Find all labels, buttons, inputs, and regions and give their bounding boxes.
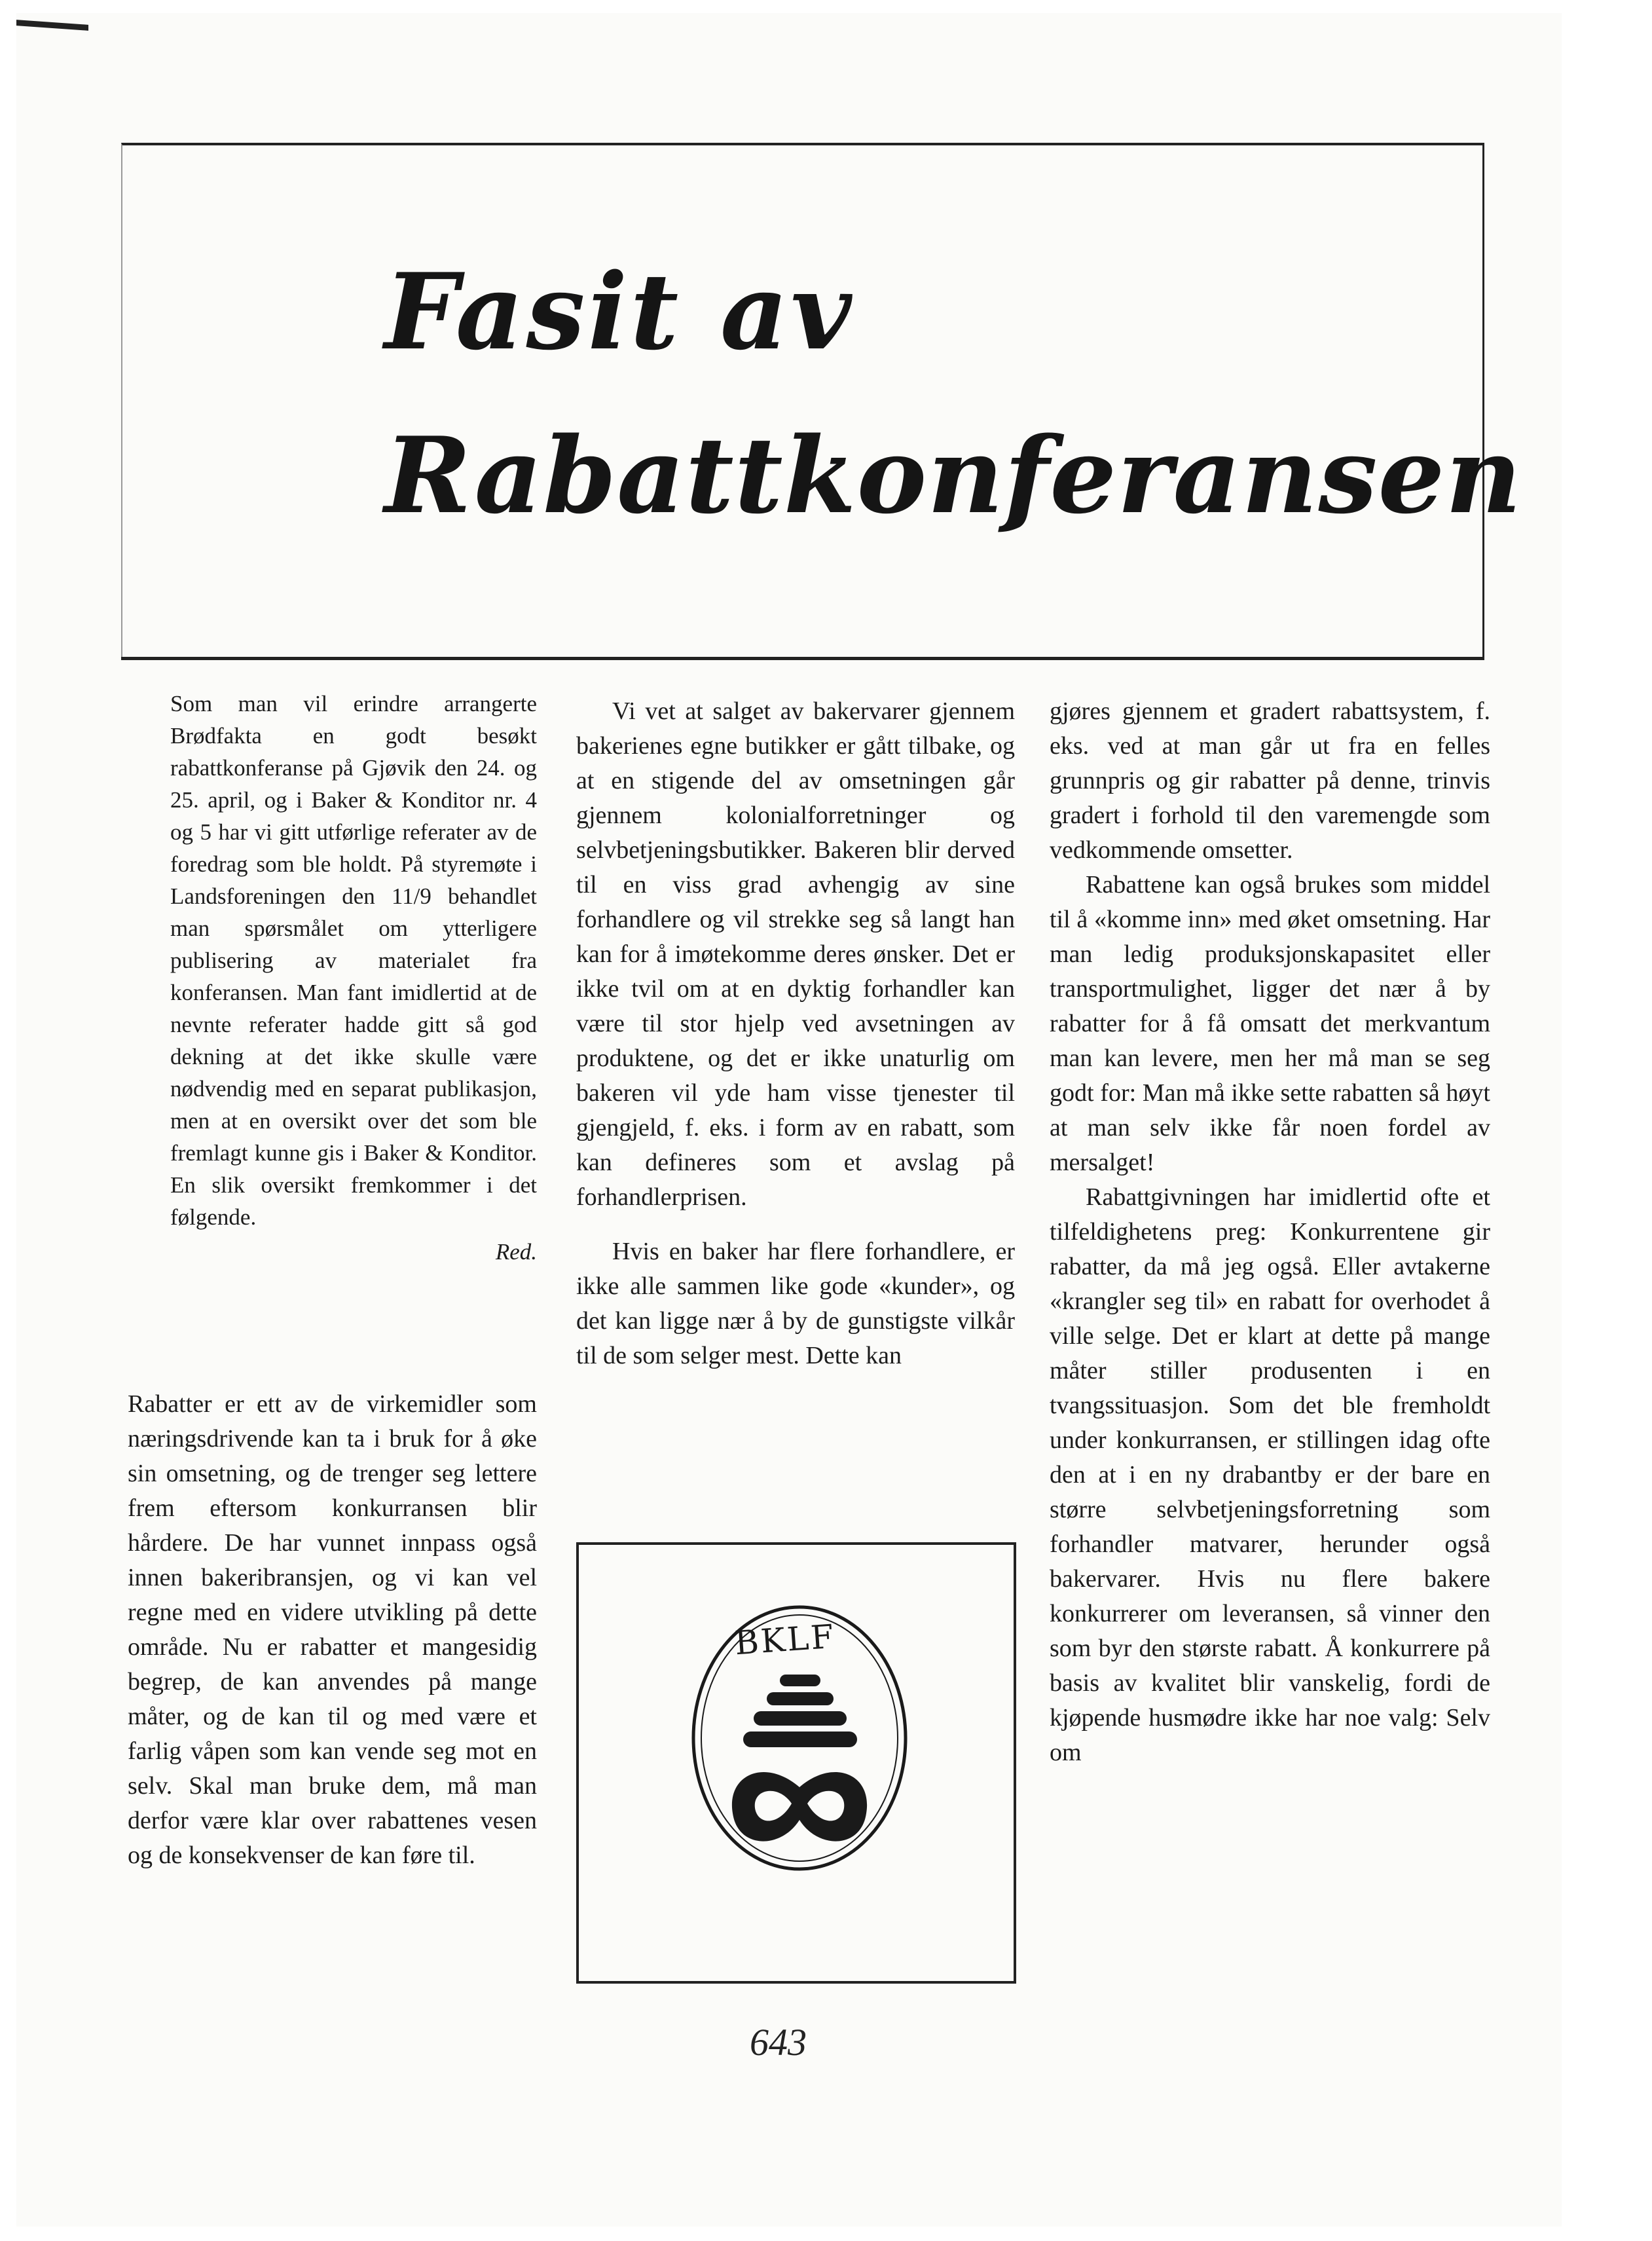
intro-column xyxy=(170,688,537,1268)
page xyxy=(16,13,1562,2227)
page-number: 643 xyxy=(750,2021,807,2064)
title-line-2: Rabattkonferansen xyxy=(384,414,1522,537)
column2-paragraph-2: Hvis en baker har flere forhandlere, er ikke alle sammen like gode «kunder», og det kan ligge nær å by de gunstigste vilkår til de som selger mest. Dette kan xyxy=(576,1238,1015,1369)
logo-box xyxy=(576,1542,1016,1984)
column3-paragraph-3: Rabattgivningen har imidlertid ofte et tilfeldighetens preg: Konkurrentene gir rabatter, da må jeg også. Eller avtakerne «krangler seg til» en rabatt for overhodet å ville selge. Det er klart at dette på mange måter stiller produsenten i en tvangssituasjon. Som det ble fremholdt under konkurransen, er stillingen idag ofte den at i en ny drabantby er der bare en større selvbetjeningsforretning som forhandler matvarer, herunder også bakervarer. Hvis nu flere bakere konkurrerer om leveransen, så vinner den som byr den største rabatt. Å konkurrere på basis av kvalitet blir vanskelig, fordi de kjøpende husmødre ikke har noe valg: Selv om xyxy=(1050,1183,1490,1766)
scan-corner-mark xyxy=(16,20,88,31)
logo-text: BKLF xyxy=(733,1617,837,1663)
article-column-1 xyxy=(128,1387,537,1873)
column3-paragraph-1: gjøres gjennem et gradert rabattsystem, f. eks. ved at man går ut fra en felles grunnpris og gir rabatter på denne, trinvis gradert i forhold til den varemengde som vedkommende omsetter. xyxy=(1050,697,1490,864)
intro-text: Som man vil erindre arrangerte Brødfakta en godt besøkt rabattkonferanse på Gjøvik den 24. og 25. april, og i Baker & Konditor nr. 4 og 5 har vi gitt utførlige referater av de foredrag som ble holdt. På styremøte i Landsforeningen den 11/9 behandlet man spørsmålet om ytterligere publisering av materialet fra konferansen. Man fant imidlertid at de nevnte referater hadde gitt så god dekning at det ikke skulle være nødvendig med en separat publikasjon, men at en oversikt over det som ble fremlagt kunne gis i Baker & Konditor. En slik oversikt fremkommer i det følgende. xyxy=(170,691,537,1230)
column3-paragraph-2: Rabattene kan også brukes som middel til å «komme inn» med øket omsetning. Har man ledig produksjonskapasitet eller transportmulighet, ligger det nær å by rabatter for å få omsatt det merkvantum man kan levere, men her må man se seg godt for: Man må ikke sette rabatten så høyt at man selv ikke får noen fordel av mersalget! xyxy=(1050,871,1490,1176)
title-box-bottom-rule xyxy=(121,657,1484,660)
column1-paragraph-1: Rabatter er ett av de virkemidler som næringsdrivende kan ta i bruk for å øke sin omsetning, og de trenger seg lettere frem eftersom konkurransen blir hårdere. De har vunnet innpass også innen bakeribransjen, og vi kan vel regne med en videre utvikling på dette område. Nu er rabatter et mangesidig begrep, de kan anvendes på mange måter, og de kan til og med være et farlig våpen som kan vende seg mot en selv. Skal man bruke dem, må man derfor være klar over rabattenes vesen og de konsekvenser de kan føre til. xyxy=(128,1390,537,1869)
column2-paragraph-1: Vi vet at salget av bakervarer gjennem bakerienes egne butikker er gått tilbake, og at en stigende del av omsetningen går gjennem kolonialforretninger og selvbetjeningsbutikker. Bakeren blir derved til en viss grad avhengig av sine forhandlere og vil strekke seg så langt han kan for å imøtekomme deres ønsker. Det er ikke tvil om at en dyktig forhandler kan være til stor hjelp ved avsetningen av produktene, og det er ikke unaturlig om bakeren vil yde ham visse tjenester til gjengjeld, f. eks. i form av en rabatt, som kan defineres som et avslag på forhandlerprisen. xyxy=(576,697,1015,1211)
article-column-2 xyxy=(576,694,1015,1373)
intro-signature: Red. xyxy=(495,1239,537,1265)
article-column-3 xyxy=(1050,694,1490,1770)
title-line-1: Fasit av xyxy=(384,250,854,373)
title-box xyxy=(121,143,1522,657)
